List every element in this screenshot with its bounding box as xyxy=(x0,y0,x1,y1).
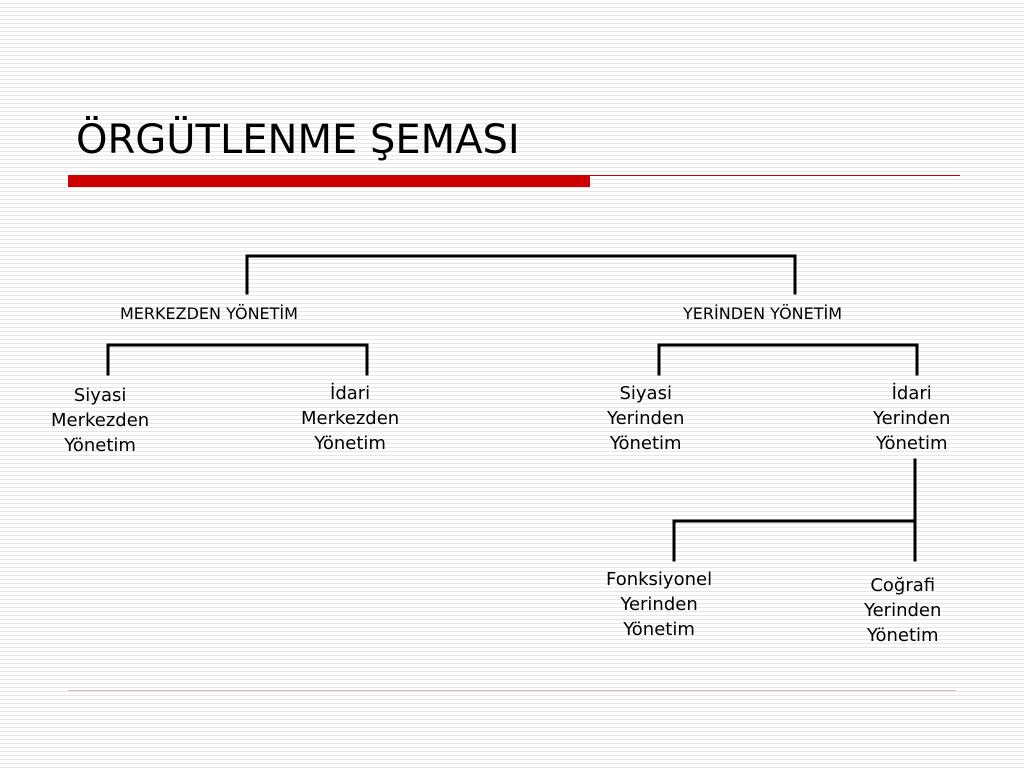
node-line: Yerinden xyxy=(607,408,685,429)
node-line: Yönetim xyxy=(623,619,695,640)
node-line: Yönetim xyxy=(866,625,939,646)
node-cografi-yerinden-yonetim xyxy=(864,573,941,648)
slide-title: ÖRGÜTLENME ŞEMASI xyxy=(76,117,520,163)
node-line: Yönetim xyxy=(314,433,386,454)
node-line: Merkezden xyxy=(301,408,400,429)
node-line: Merkezden xyxy=(51,410,150,431)
node-label-text: MERKEZDEN YÖNETİM xyxy=(120,304,298,323)
node-line: Siyasi xyxy=(73,385,127,406)
node-yerinden-yonetim xyxy=(683,303,842,325)
node-siyasi-merkezden-yonetim xyxy=(51,383,149,458)
node-line: Siyasi xyxy=(619,383,672,404)
node-fonksiyonel-yerinden-yonetim xyxy=(606,567,712,642)
node-merkezden-yonetim xyxy=(120,303,298,325)
node-line: İdari xyxy=(891,383,932,404)
node-idari-yerinden-yonetim xyxy=(873,381,950,456)
node-label-text: YERİNDEN YÖNETİM xyxy=(683,304,843,323)
node-line: İdari xyxy=(330,383,371,404)
node-idari-merkezden-yonetim xyxy=(301,381,399,456)
node-line: Coğrafi xyxy=(870,575,936,596)
node-line: Yönetim xyxy=(64,435,136,456)
node-line: Yerinden xyxy=(873,408,951,429)
node-siyasi-yerinden-yonetim xyxy=(607,381,684,456)
node-line: Fonksiyonel xyxy=(606,569,713,590)
node-line: Yerinden xyxy=(620,594,698,615)
node-line: Yönetim xyxy=(875,433,948,454)
node-line: Yerinden xyxy=(864,600,942,621)
node-line: Yönetim xyxy=(609,433,682,454)
footer-rule xyxy=(68,690,956,691)
